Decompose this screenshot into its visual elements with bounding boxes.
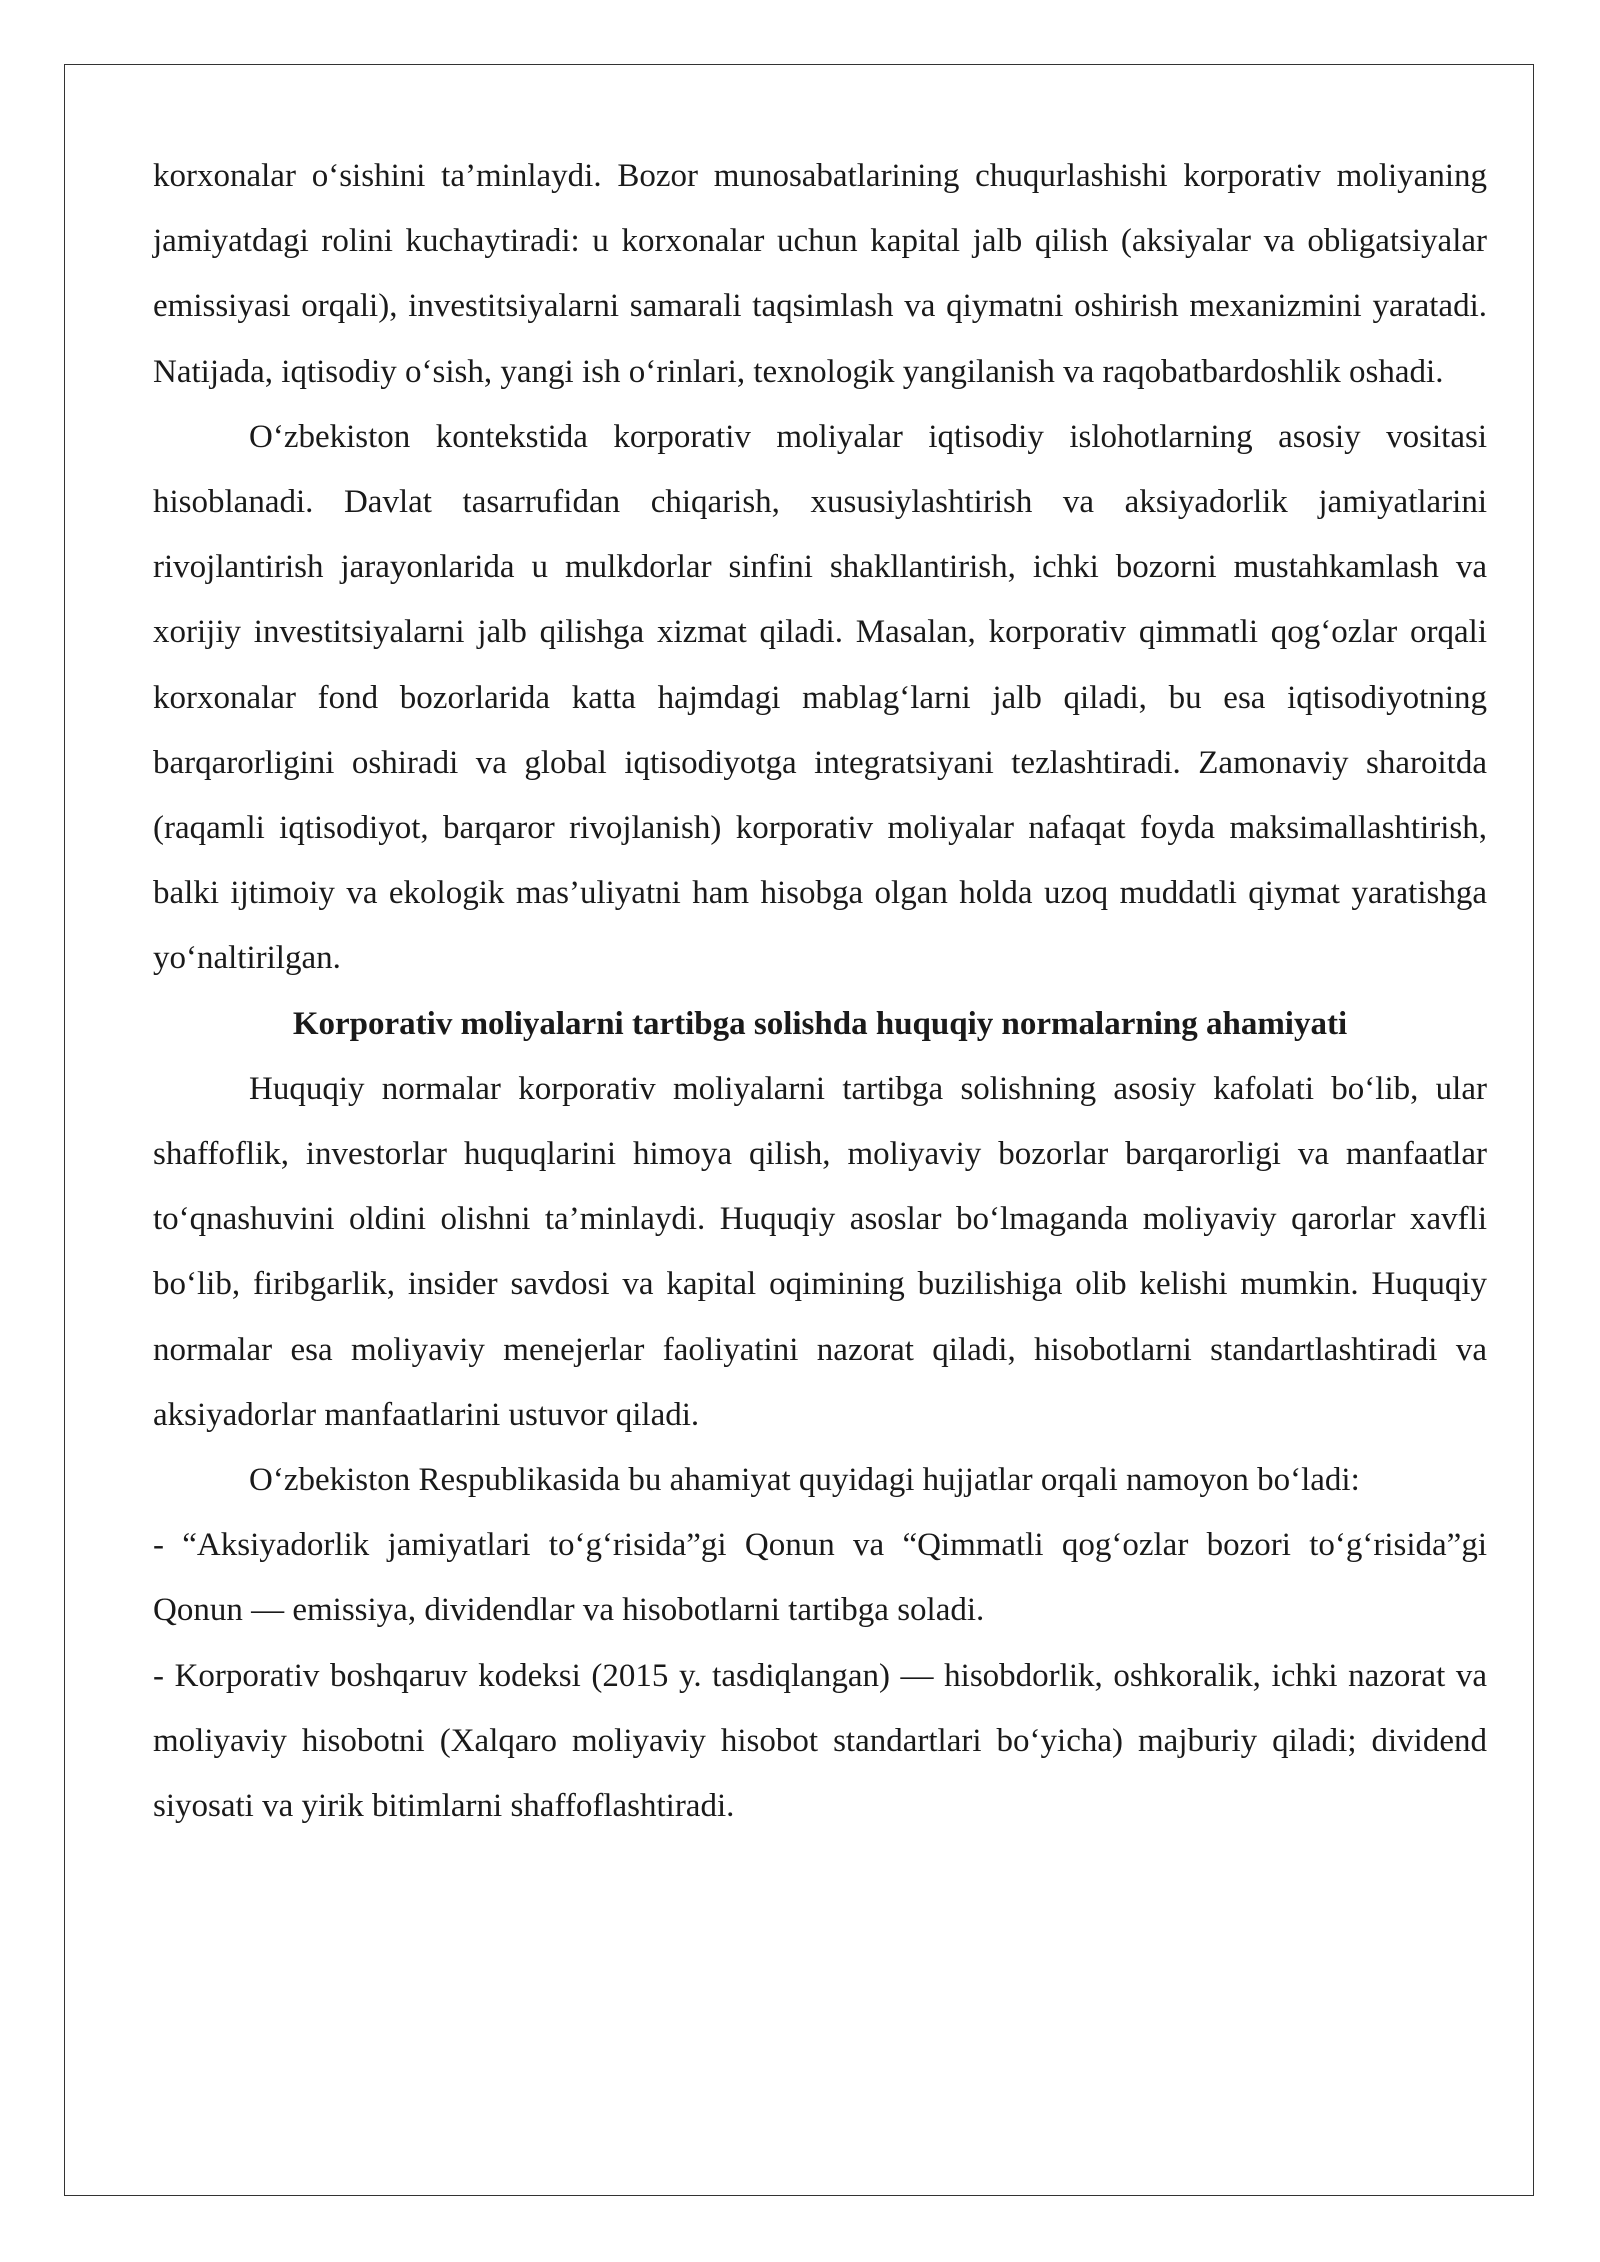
section-heading: Korporativ moliyalarni tartibga solishda huquqiy normalarning ahamiyati: [292, 1005, 1348, 1042]
paragraph-documents-intro: O‘zbekiston Respublikasida bu ahamiyat quyidagi hujjatlar orqali namoyon bo‘ladi:: [249, 1462, 1360, 1499]
paragraph-continuation: korxonalar o‘sishini ta’minlaydi. Bozor munosabatlarining chuqurlashishi korporativ moliyaning jamiyatdagi rolini kuchaytiradi: u korxonalar uchun kapital jalb qilish (aksiyalar va obligatsiyalar emissiyasi orqali), investitsiyalarni samarali taqsimlash va qiymatni oshirish mexanizmini yaratadi. Natijada, iqtisodiy o‘sish, yangi ish o‘rinlari, texnologik yangilanish va raqobatbardoshlik oshadi.: [153, 158, 1487, 390]
paragraph-legal-norms: Huquqiy normalar korporativ moliyalarni tartibga solishning asosiy kafolati bo‘lib, ular shaffoflik, investorlar huquqlarini himoya qilish, moliyaviy bozorlar barqarorligi va manfaatlar to‘qnashuvini oldini olishni ta’minlaydi. Huquqiy asoslar bo‘lmaganda moliyaviy qarorlar xavfli bo‘lib, firibgarlik, insider savdosi va kapital oqimining buzilishiga olib kelishi mumkin. Huquqiy normalar esa moliyaviy menejerlar faoliyatini nazorat qiladi, hisobotlarni standartlashtiradi va aksiyadorlar manfaatlarini ustuvor qiladi.: [153, 1070, 1487, 1433]
list-item-governance-code: - Korporativ boshqaruv kodeksi (2015 y. tasdiqlangan) — hisobdorlik, oshkoralik, ichki nazorat va moliyaviy hisobotni (Xalqaro moliyaviy hisobot standartlari bo‘yicha) majburiy qiladi; dividend siyosati va yirik bitimlarni shaffoflashtiradi.: [153, 1657, 1487, 1825]
list-item-laws: - “Aksiyadorlik jamiyatlari to‘g‘risida”gi Qonun va “Qimmatli qog‘ozlar bozori to‘g‘risida”gi Qonun — emissiya, dividendlar va hisobotlarni tartibga soladi.: [153, 1527, 1487, 1629]
document-body: [153, 144, 1487, 1839]
paragraph-uzbekistan-context: O‘zbekiston kontekstida korporativ moliyalar iqtisodiy islohotlarning asosiy vositasi hisoblanadi. Davlat tasarrufidan chiqarish, xususiylashtirish va aksiyadorlik jamiyatlarini rivojlantirish jarayonlarida u mulkdorlar sinfini shakllantirish, ichki bozorni mustahkamlash va xorijiy investitsiyalarni jalb qilishga xizmat qiladi. Masalan, korporativ qimmatli qog‘ozlar orqali korxonalar fond bozorlarida katta hajmdagi mablag‘larni jalb qiladi, bu esa iqtisodiyotning barqarorligini oshiradi va global iqtisodiyotga integratsiyani tezlashtiradi. Zamonaviy sharoitda (raqamli iqtisodiyot, barqaror rivojlanish) korporativ moliyalar nafaqat foyda maksimallashtirish, balki ijtimoiy va ekologik mas’uliyatni ham hisobga olgan holda uzoq muddatli qiymat yaratishga yo‘naltirilgan.: [153, 418, 1487, 977]
